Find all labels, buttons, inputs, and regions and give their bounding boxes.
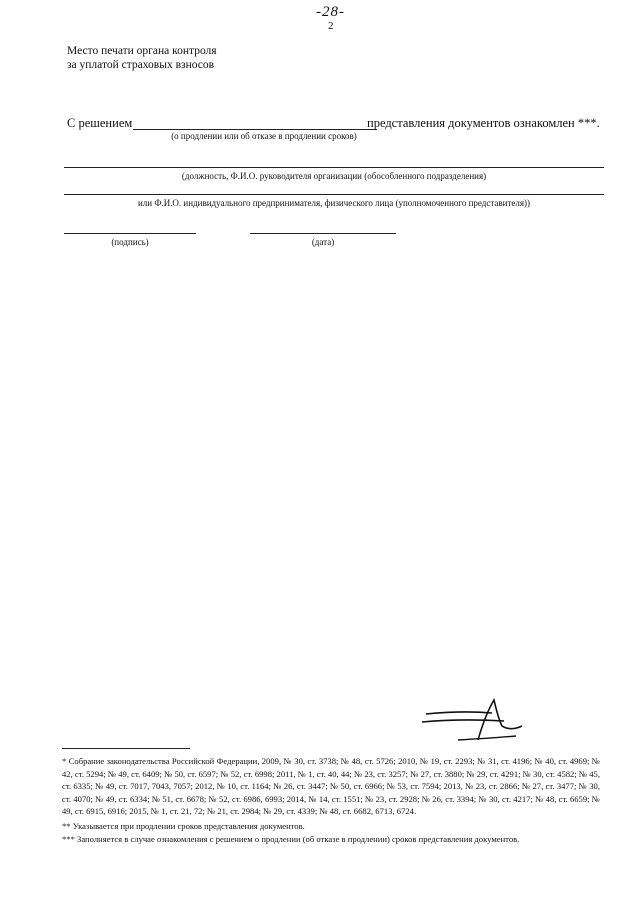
stamp-line-2: за уплатой страховых взносов bbox=[67, 59, 215, 71]
footnote-2: ** Указывается при продлении сроков представления документов. bbox=[62, 821, 305, 831]
hint-position: (должность, Ф.И.О. руководителя организации (обособленного подразделения) bbox=[181, 171, 487, 181]
stamp-place-caption bbox=[67, 44, 217, 72]
person-blank-line[interactable] bbox=[64, 194, 604, 195]
acknowledgement-prefix: С решением bbox=[67, 116, 133, 130]
position-blank-line[interactable] bbox=[64, 167, 604, 168]
hint-person: или Ф.И.О. индивидуального предпринимателя, физического лица (уполномоченного представителя)) bbox=[137, 198, 531, 208]
signature-blank-line[interactable] bbox=[64, 233, 196, 234]
date-blank-line[interactable] bbox=[250, 233, 396, 234]
footnote-3: *** Заполняется в случае ознакомления с решением о продлении (об отказе в продлении) сроков представления документов. bbox=[62, 834, 520, 844]
footnote-separator bbox=[62, 748, 190, 749]
footnote-1: * Собрание законодательства Российской Федерации, 2009, № 30, ст. 3738; № 48, ст. 5726; 2010, № 19, ст. 2293; № 31, ст. 4196; № 40, ст. 4969; № 42, ст. 5294; № 49, ст. 6409; № 50, ст. 6597; № 52, ст. 6998; 2011, № 1, ст. 40, 44; № 23, ст. 3257; № 27, ст. 3880; № 29, ст. 4291; № 30, ст. 4582; № 45, ст. 6335; № 49, ст. 7017, 7043, 7057; 2012, № 10, ст. 1164; № 26, ст. 3447; № 50, ст. 6966; № 53, ст. 7594; 2013, № 23, ст. 2866; № 27, ст. 3477; № 30, ст. 4070; № 49, ст. 6334; № 51, ст. 6678; № 52, ст. 6986, 6993; 2014, № 14, ст. 1551; № 23, ст. 2928; № 26, ст. 3394; № 30, ст. 4217; № 48, ст. 6659; № 49, ст. 6915, 6916; 2015, № 1, ст. 21, 72; № 21, ст. 2984; № 29, ст. 4339; № 48, ст. 6682, 6713, 6724. bbox=[62, 756, 600, 817]
handwritten-signature bbox=[418, 696, 528, 748]
decision-blank-line[interactable] bbox=[133, 129, 377, 130]
hint-signature: (подпись) bbox=[111, 237, 149, 247]
page-number: 2 bbox=[328, 20, 334, 32]
handwritten-sheet-number: -28- bbox=[316, 4, 345, 20]
acknowledgement-suffix: представления документов ознакомлен ***. bbox=[367, 116, 600, 130]
stamp-line-1: Место печати органа контроля bbox=[67, 45, 217, 57]
hint-decision: (о продлении или об отказе в продлении сроков) bbox=[171, 131, 357, 141]
hint-date: (дата) bbox=[311, 237, 335, 247]
